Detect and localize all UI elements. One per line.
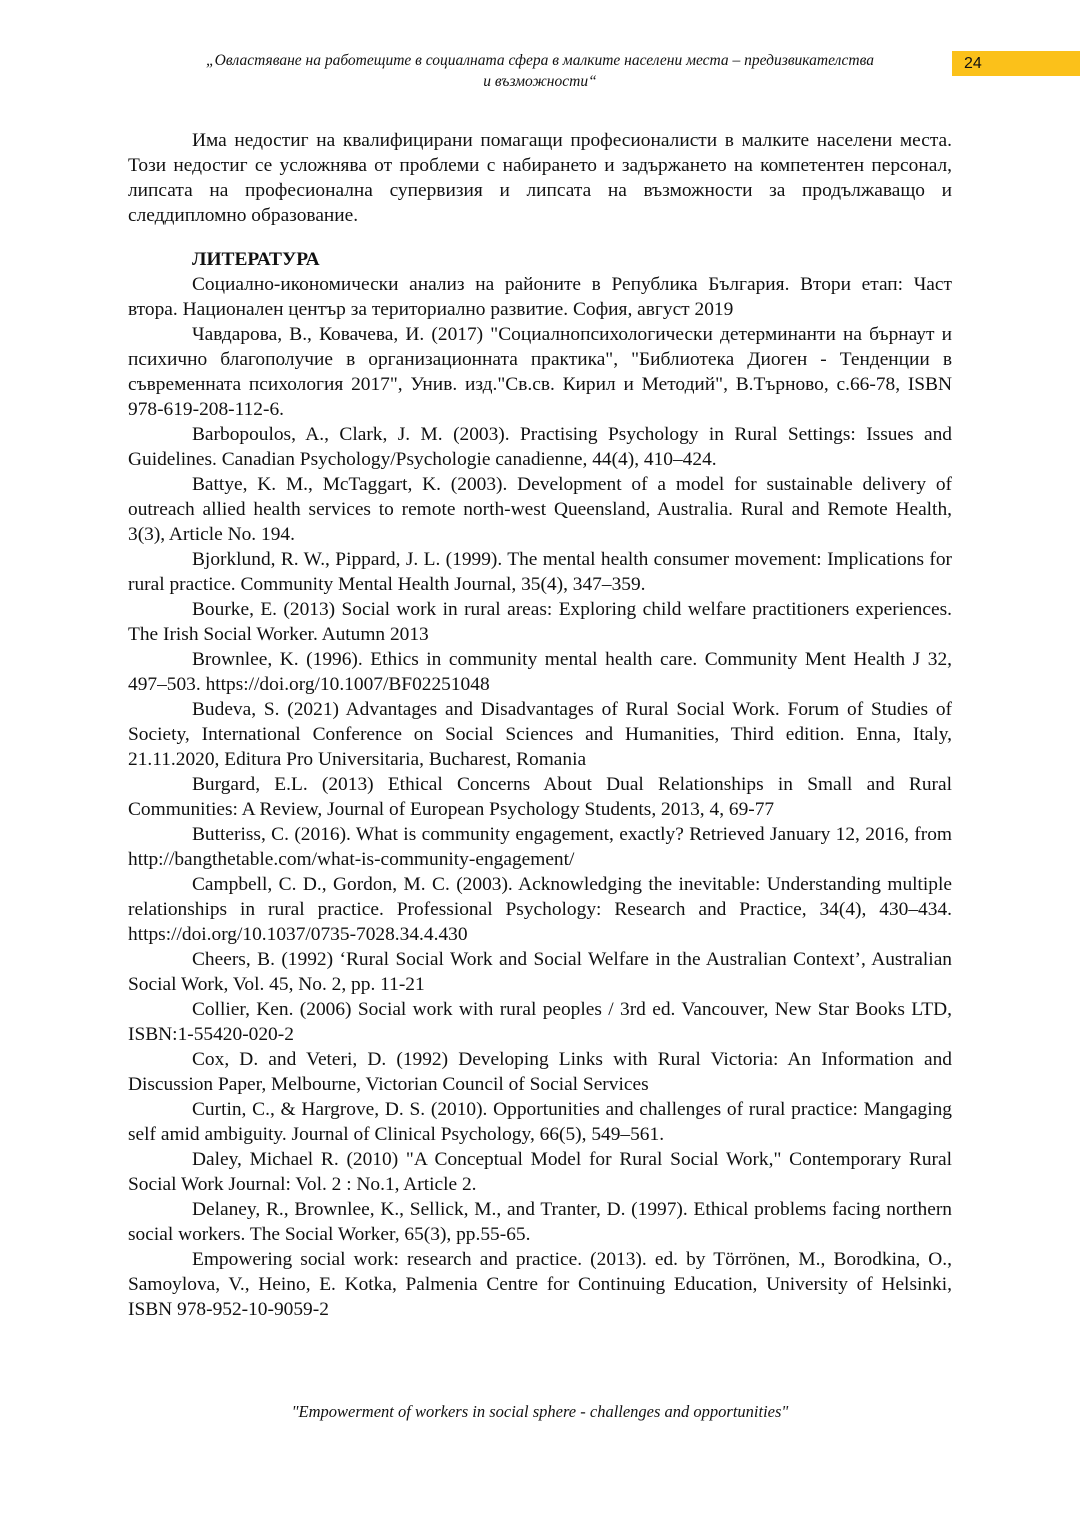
references-heading: ЛИТЕРАТУРА bbox=[192, 249, 320, 270]
intro-paragraph: Има недостиг на квалифицирани помагащи професионалисти в малките населени места. Този недостиг се усложнява от проблеми с набирането и задържането на компетентен персонал, липсата на професионална супервизия и липсата на възможности за продължаващо и следдипломно образование. bbox=[128, 130, 952, 226]
reference-entry: Cheers, B. (1992) ‘Rural Social Work and Social Welfare in the Australian Context’, Australian Social Work, Vol. 45, No. 2, pp. 11-21 bbox=[128, 949, 952, 995]
reference-entry: Bourke, E. (2013) Social work in rural areas: Exploring child welfare practitioners experiences. The Irish Social Worker. Autumn 2013 bbox=[128, 599, 952, 645]
reference-entry: Daley, Michael R. (2010) "A Conceptual Model for Rural Social Work," Contemporary Rural Social Work Journal: Vol. 2 : No.1, Article 2. bbox=[128, 1149, 952, 1195]
reference-entry: Burgard, E.L. (2013) Ethical Concerns About Dual Relationships in Small and Rural Communities: A Review, Journal of European Psychology Students, 2013, 4, 69-77 bbox=[128, 774, 952, 820]
reference-entry: Социално-икономически анализ на районите в Република България. Втори етап: Част втора. Национален център за териториално развитие. София, август 2019 bbox=[128, 274, 952, 320]
running-header-line-1: „Овластяване на работещите в социалната сфера в малките населени места – предизвикателства bbox=[206, 52, 874, 69]
page-body bbox=[128, 128, 952, 1322]
reference-entry: Collier, Ken. (2006) Social work with rural peoples / 3rd ed. Vancouver, New Star Books LTD, ISBN:1-55420-020-2 bbox=[128, 999, 952, 1045]
page-number-badge: 24 bbox=[952, 51, 1080, 76]
reference-entry: Empowering social work: research and practice. (2013). ed. by Törrönen, M., Borodkina, O., Samoylova, V., Heino, E. Kotka, Palmenia Centre for Continuing Education, University of Helsinki, ISBN 978-952-10-9059-2 bbox=[128, 1249, 952, 1320]
reference-entry: Bjorklund, R. W., Pippard, J. L. (1999). The mental health consumer movement: Implications for rural practice. Community Mental Health Journal, 35(4), 347–359. bbox=[128, 549, 952, 595]
reference-entry: Чавдарова, В., Ковачева, И. (2017) "Социалнопсихологически детерминанти на бърнаут и психично благополучие в организационната практика", "Библиотека Диоген - Тенденции в съвременната психология 2017", Унив. изд."Св.св. Кирил и Методий", В.Търново, с.66-78, ISBN 978-619-208-112-6. bbox=[128, 324, 952, 420]
reference-entry: Battye, K. M., McTaggart, K. (2003). Development of a model for sustainable delivery of outreach allied health services to remote north-west Queensland, Australia. Rural and Remote Health, 3(3), Article No. 194. bbox=[128, 474, 952, 545]
reference-entry: Cox, D. and Veteri, D. (1992) Developing Links with Rural Victoria: An Information and Discussion Paper, Melbourne, Victorian Council of Social Services bbox=[128, 1049, 952, 1095]
reference-entry: Campbell, C. D., Gordon, M. C. (2003). Acknowledging the inevitable: Understanding multiple relationships in rural practice. Professional Psychology: Research and Practice, 34(4), 430–434. https://doi.org/10.1037/0735-7028.34.4.430 bbox=[128, 874, 952, 945]
reference-entry: Curtin, C., & Hargrove, D. S. (2010). Opportunities and challenges of rural practice: Mangaging self amid ambiguity. Journal of Clinical Psychology, 66(5), 549–561. bbox=[128, 1099, 952, 1145]
reference-entry: Barbopoulos, A., Clark, J. M. (2003). Practising Psychology in Rural Settings: Issues and Guidelines. Canadian Psychology/Psychologie canadienne, 44(4), 410–424. bbox=[128, 424, 952, 470]
running-header-line-2: и възможности“ bbox=[483, 73, 597, 90]
reference-entry: Butteriss, C. (2016). What is community engagement, exactly? Retrieved January 12, 2016, from http://bangthetable.com/what-is-community-engagement/ bbox=[128, 824, 952, 870]
running-footer: "Empowerment of workers in social sphere - challenges and opportunities" bbox=[291, 1402, 789, 1421]
reference-entry: Budeva, S. (2021) Advantages and Disadvantages of Rural Social Work. Forum of Studies of Society, International Conference on Social Sciences and Humanities, Third edition. Enna, Italy, 21.11.2020, Editura Pro Universitaria, Bucharest, Romania bbox=[128, 699, 952, 770]
references-list bbox=[128, 272, 952, 1322]
reference-entry: Brownlee, K. (1996). Ethics in community mental health care. Community Ment Health J 32, 497–503. https://doi.org/10.1007/BF02251048 bbox=[128, 649, 952, 695]
reference-entry: Delaney, R., Brownlee, K., Sellick, M., and Tranter, D. (1997). Ethical problems facing northern social workers. The Social Worker, 65(3), pp.55-65. bbox=[128, 1199, 952, 1245]
running-header bbox=[140, 50, 940, 92]
